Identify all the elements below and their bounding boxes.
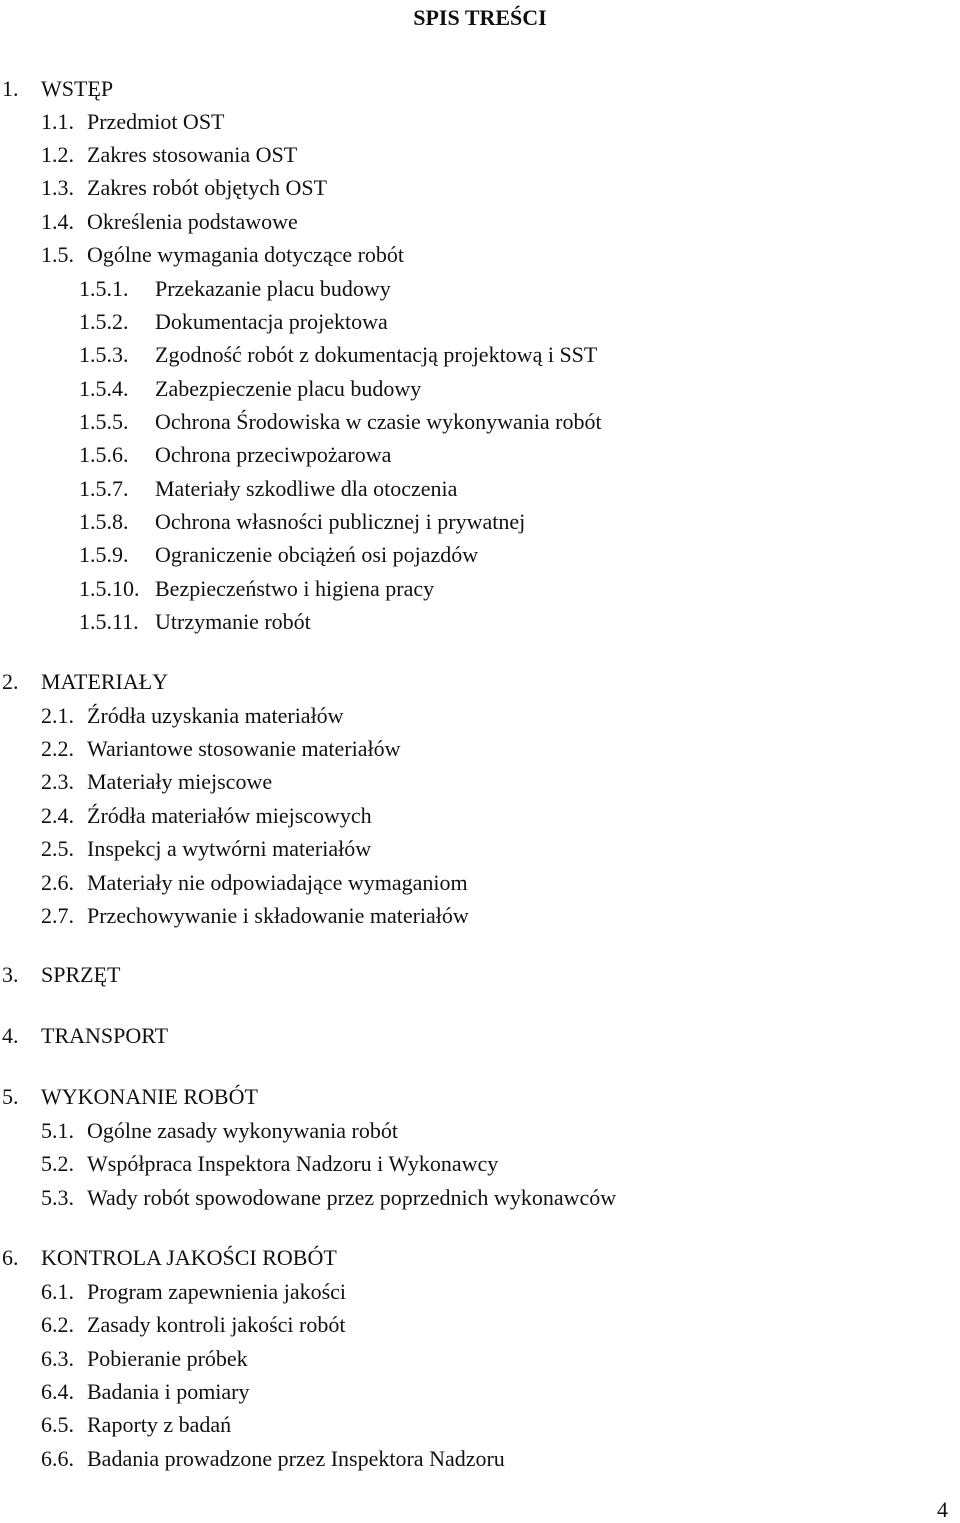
toc-entry-title: Raporty z badań — [87, 1412, 232, 1437]
toc-subsection — [79, 409, 602, 435]
toc-entry-title: Bezpieczeństwo i higiena pracy — [155, 576, 435, 601]
toc-entry-number: 2.5. — [41, 836, 74, 861]
toc-entry-title: Przekazanie placu budowy — [155, 276, 391, 301]
toc-entry-title: Ochrona własności publicznej i prywatnej — [155, 509, 526, 534]
toc-entry-title: Zakres robót objętych OST — [87, 175, 328, 200]
toc-entry-number: 3. — [2, 962, 19, 987]
toc-entry-title: Ograniczenie obciążeń osi pojazdów — [155, 542, 479, 567]
toc-entry-title: Utrzymanie robót — [155, 609, 311, 634]
toc-entry-number: 1.5.11. — [79, 609, 139, 634]
toc-section — [41, 736, 400, 762]
toc-entry-number: 4. — [2, 1023, 19, 1048]
toc-subsection — [79, 442, 391, 468]
toc-entry-title: Inspekcj a wytwórni materiałów — [87, 836, 372, 861]
toc-subsection — [79, 542, 478, 568]
toc-entry-title: WSTĘP — [41, 76, 114, 101]
toc-entry-number: 1.5.7. — [79, 476, 129, 501]
toc-entry-title: Badania i pomiary — [87, 1379, 250, 1404]
toc-section — [41, 242, 404, 268]
toc-entry-number: 1.5.10. — [79, 576, 140, 601]
toc-entry-number: 1.5.4. — [79, 376, 129, 401]
toc-entry-title: MATERIAŁY — [41, 669, 169, 694]
toc-subsection — [79, 376, 421, 402]
toc-entry-number: 2.3. — [41, 769, 74, 794]
toc-entry-number: 1.5.6. — [79, 442, 129, 467]
toc-section — [41, 1346, 248, 1372]
toc-section — [41, 903, 469, 929]
toc-section — [41, 803, 372, 829]
toc-entry-number: 1.5.5. — [79, 409, 129, 434]
toc-entry-title: Współpraca Inspektora Nadzoru i Wykonawcy — [87, 1151, 499, 1176]
toc-entry-number: 1.5.3. — [79, 342, 129, 367]
toc-entry-number: 1.4. — [41, 209, 74, 234]
toc-entry-number: 2. — [2, 669, 19, 694]
toc-entry-number: 6.3. — [41, 1346, 74, 1371]
toc-entry-number: 1.3. — [41, 175, 74, 200]
toc-entry-title: Pobieranie próbek — [87, 1346, 248, 1371]
toc-entry-number: 1.5.2. — [79, 309, 129, 334]
toc-entry-number: 6.5. — [41, 1412, 74, 1437]
toc-entry-number: 5.1. — [41, 1118, 74, 1143]
page-number: 4 — [937, 1497, 948, 1522]
toc-entry-number: 1.5.8. — [79, 509, 129, 534]
toc-entry-title: Ogólne zasady wykonywania robót — [87, 1118, 398, 1143]
toc-entry-title: WYKONANIE ROBÓT — [41, 1084, 258, 1109]
toc-chapter — [2, 669, 168, 695]
toc-section — [41, 209, 298, 235]
toc-entry-title: TRANSPORT — [41, 1023, 169, 1048]
toc-chapter — [2, 76, 113, 102]
toc-entry-number: 5.2. — [41, 1151, 74, 1176]
toc-entry-number: 2.6. — [41, 870, 74, 895]
toc-entry-title: Określenia podstawowe — [87, 209, 298, 234]
toc-entry-number: 5.3. — [41, 1185, 74, 1210]
toc-section — [41, 1118, 398, 1144]
toc-subsection — [79, 509, 525, 535]
toc-entry-number: 1.5.9. — [79, 542, 129, 567]
toc-entry-title: Ochrona przeciwpożarowa — [155, 442, 392, 467]
toc-section — [41, 1446, 505, 1472]
toc-entry-title: Ochrona Środowiska w czasie wykonywania robót — [155, 409, 602, 434]
toc-chapter — [2, 962, 120, 988]
toc-section — [41, 1151, 498, 1177]
toc-entry-title: Zakres stosowania OST — [87, 142, 298, 167]
toc-subsection — [79, 609, 311, 635]
toc-entry-title: Źródła materiałów miejscowych — [87, 803, 372, 828]
toc-entry-title: Zasady kontroli jakości robót — [87, 1312, 346, 1337]
toc-chapter — [2, 1023, 168, 1049]
toc-entry-number: 1. — [2, 76, 19, 101]
toc-section — [41, 1185, 616, 1211]
toc-entry-number: 2.1. — [41, 703, 74, 728]
toc-section — [41, 175, 327, 201]
toc-subsection — [79, 342, 597, 368]
toc-section — [41, 769, 272, 795]
toc-section — [41, 1379, 250, 1405]
toc-entry-number: 2.7. — [41, 903, 74, 928]
toc-entry-title: Program zapewnienia jakości — [87, 1279, 347, 1304]
toc-entry-title: Materiały miejscowe — [87, 769, 273, 794]
toc-subsection — [79, 476, 457, 502]
toc-section — [41, 836, 371, 862]
toc-section — [41, 1312, 345, 1338]
toc-section — [41, 142, 297, 168]
toc-entry-number: 1.5. — [41, 242, 74, 267]
toc-chapter — [2, 1084, 258, 1110]
toc-entry-number: 1.2. — [41, 142, 74, 167]
toc-section — [41, 109, 225, 135]
toc-entry-title: Wady robót spowodowane przez poprzednich wykonawców — [87, 1185, 617, 1210]
toc-section — [41, 1279, 346, 1305]
toc-entry-title: Źródła uzyskania materiałów — [87, 703, 344, 728]
toc-entry-title: Ogólne wymagania dotyczące robót — [87, 242, 405, 267]
toc-section — [41, 870, 468, 896]
toc-entry-title: Zabezpieczenie placu budowy — [155, 376, 422, 401]
toc-entry-number: 6.1. — [41, 1279, 74, 1304]
toc-subsection — [79, 576, 434, 602]
toc-entry-title: Badania prowadzone przez Inspektora Nadzoru — [87, 1446, 505, 1471]
toc-chapter — [2, 1245, 337, 1271]
toc-subsection — [79, 309, 388, 335]
toc-entry-number: 2.4. — [41, 803, 74, 828]
toc-entry-number: 1.1. — [41, 109, 74, 134]
toc-entry-title: Dokumentacja projektowa — [155, 309, 388, 334]
toc-entry-number: 2.2. — [41, 736, 74, 761]
toc-entry-title: Wariantowe stosowanie materiałów — [87, 736, 401, 761]
toc-entry-number: 6.6. — [41, 1446, 74, 1471]
toc-entry-title: Przechowywanie i składowanie materiałów — [87, 903, 469, 928]
toc-entry-title: KONTROLA JAKOŚCI ROBÓT — [41, 1245, 337, 1270]
toc-entry-number: 6.4. — [41, 1379, 74, 1404]
toc-entry-number: 5. — [2, 1084, 19, 1109]
toc-entry-title: SPRZĘT — [41, 962, 121, 987]
toc-entry-number: 6. — [2, 1245, 19, 1270]
toc-section — [41, 703, 344, 729]
page-title: SPIS TREŚCI — [413, 5, 547, 30]
toc-section — [41, 1412, 231, 1438]
toc-entry-title: Zgodność robót z dokumentacją projektową i SST — [155, 342, 598, 367]
toc-entry-number: 1.5.1. — [79, 276, 129, 301]
toc-entry-title: Materiały szkodliwe dla otoczenia — [155, 476, 458, 501]
toc-entry-title: Materiały nie odpowiadające wymaganiom — [87, 870, 468, 895]
toc-entry-number: 6.2. — [41, 1312, 74, 1337]
toc-entry-title: Przedmiot OST — [87, 109, 225, 134]
toc-subsection — [79, 276, 391, 302]
